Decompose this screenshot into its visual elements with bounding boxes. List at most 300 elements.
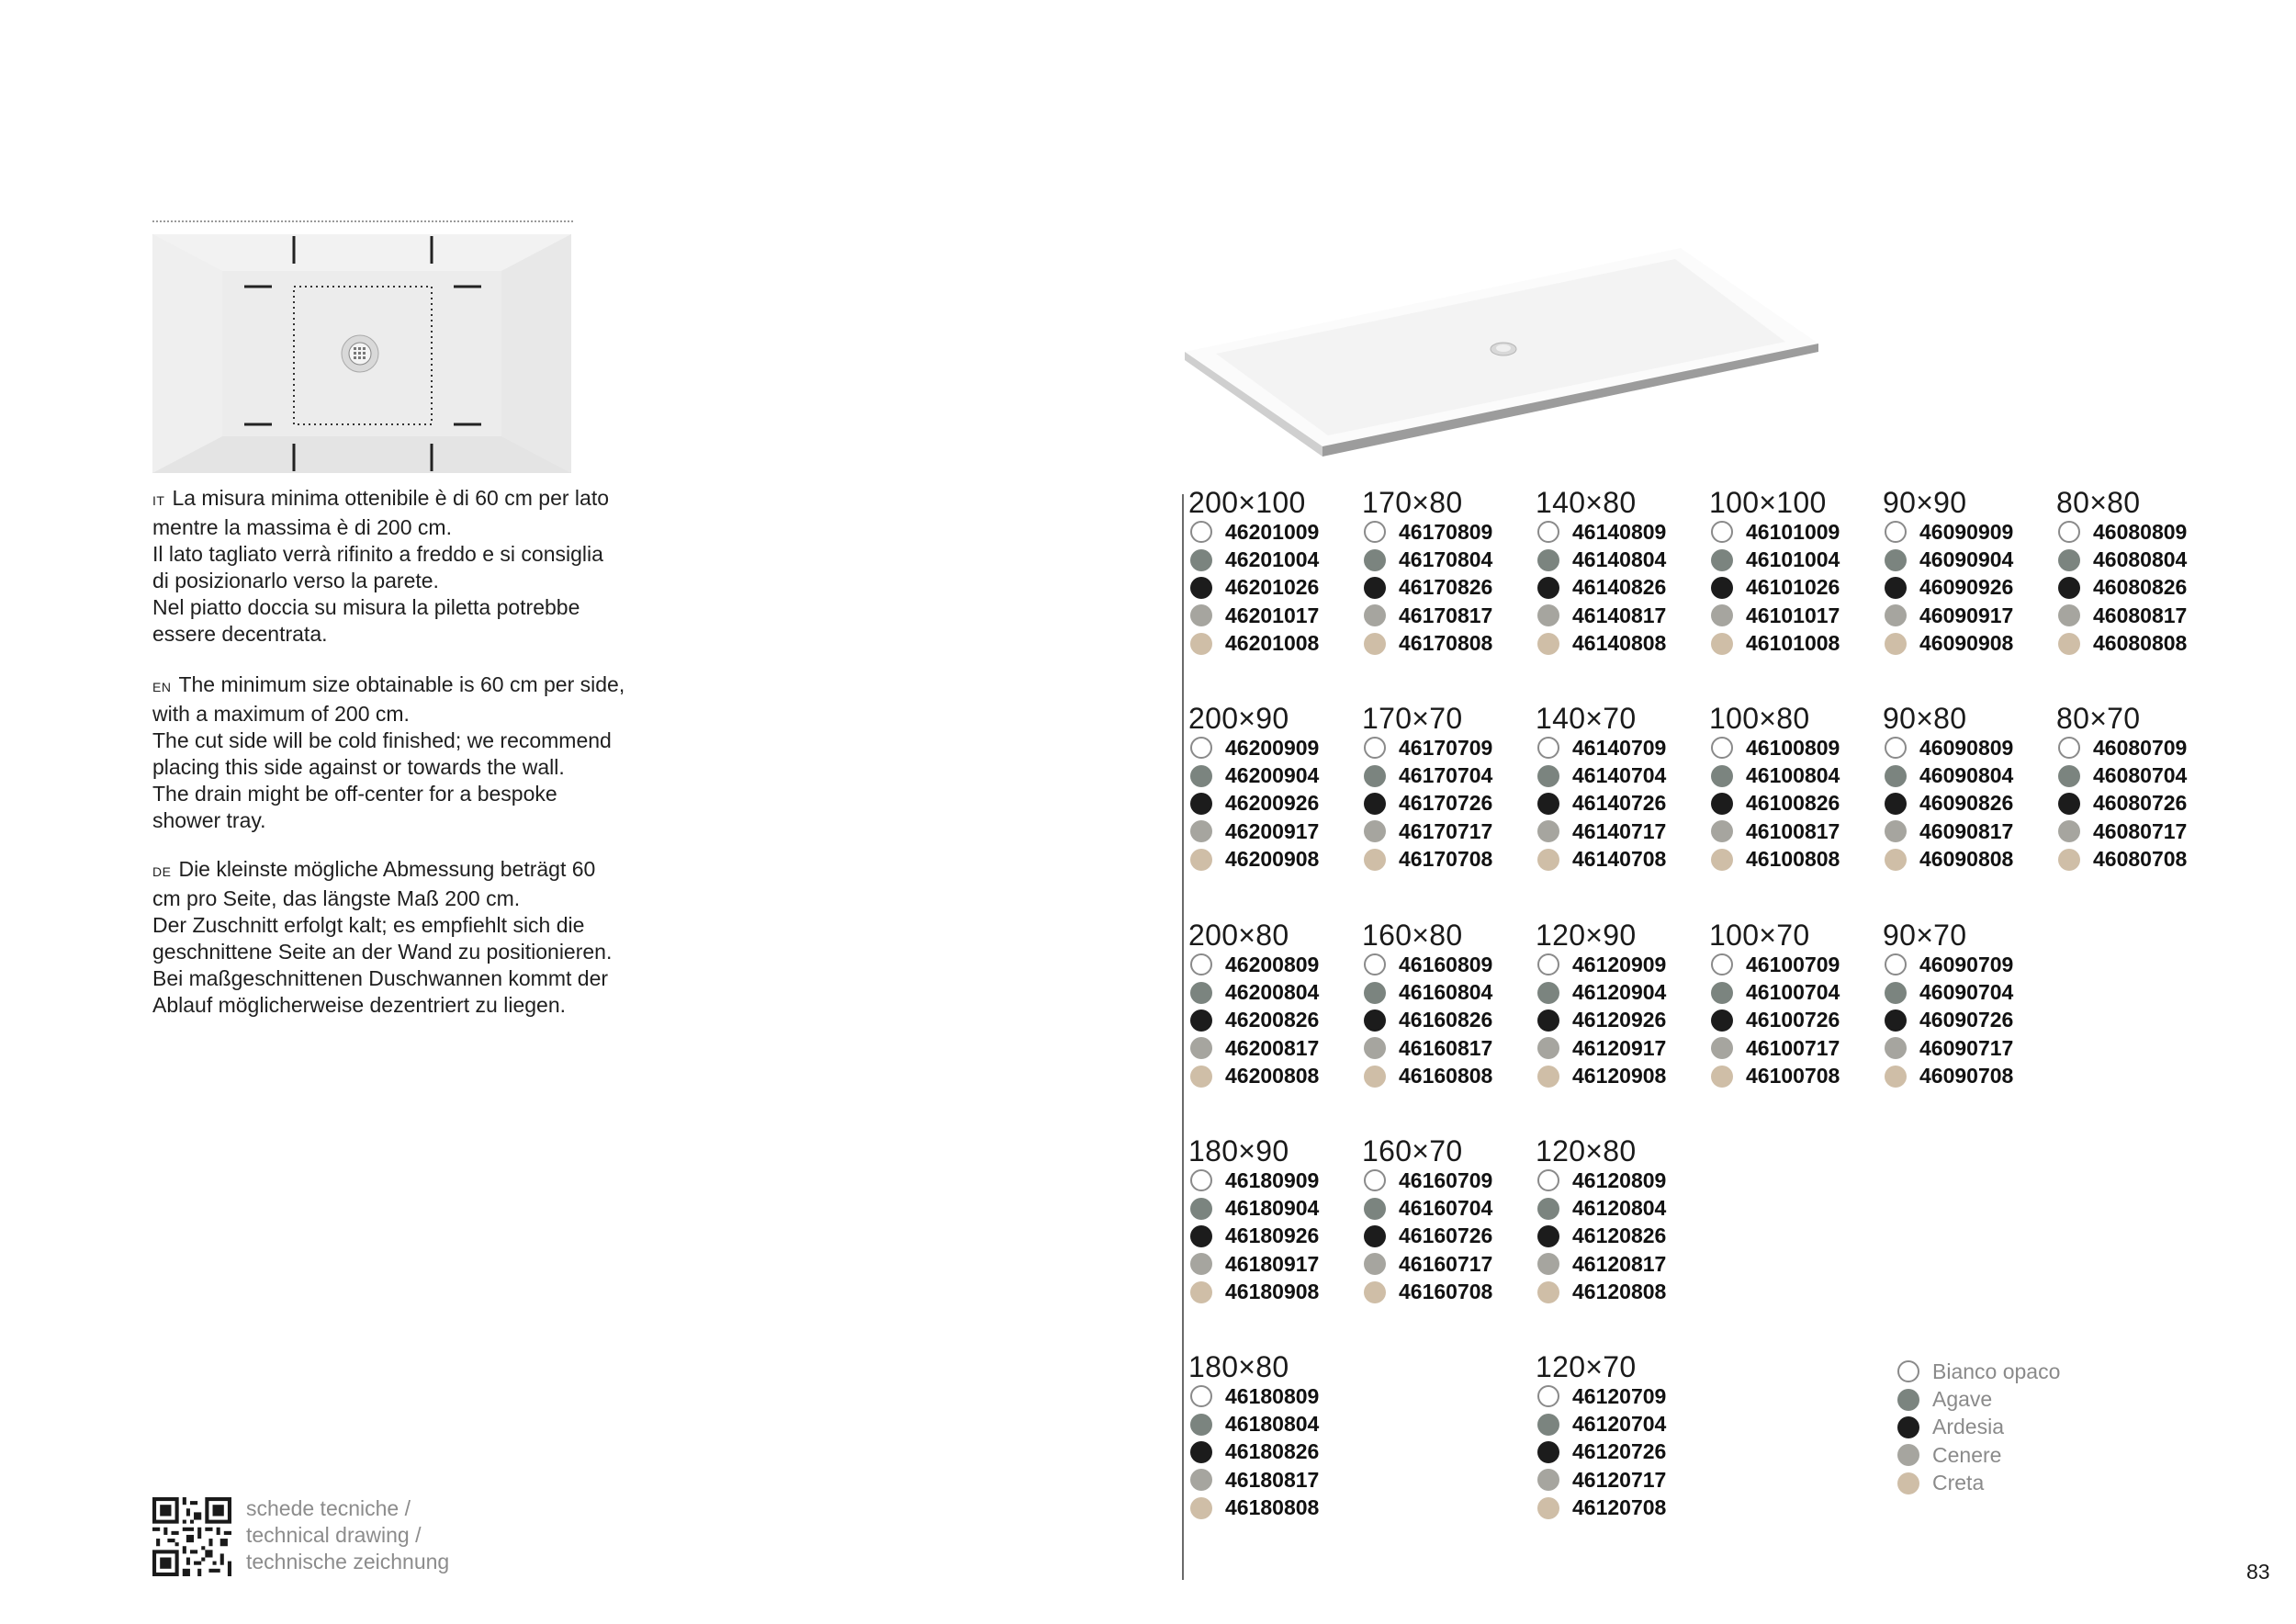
lang-tag-it: IT [152, 493, 165, 508]
product-code: 46101008 [1746, 631, 1840, 656]
product-code: 46180909 [1225, 1167, 1320, 1192]
color-swatch [2058, 633, 2080, 655]
product-code: 46160717 [1399, 1251, 1493, 1276]
color-swatch [1897, 1389, 1919, 1411]
product-code: 46080709 [2093, 735, 2188, 760]
product-code-row [1362, 1223, 1536, 1250]
text-line: mentre la massima è di 200 cm. [152, 515, 452, 539]
product-code-row [1709, 546, 1884, 573]
color-swatch [1537, 1497, 1559, 1519]
product-code-row [1709, 630, 1884, 658]
product-code-row [1188, 546, 1363, 573]
product-code-row [1709, 574, 1884, 602]
color-swatch [1537, 521, 1559, 543]
product-code-row [1536, 951, 1710, 978]
product-code: 46100709 [1746, 952, 1840, 976]
product-code-row [1709, 951, 1884, 978]
size-label: 120×90 [1536, 919, 1637, 952]
color-swatch [1537, 1441, 1559, 1463]
color-swatch [1364, 982, 1386, 1004]
color-swatch [1537, 549, 1559, 571]
size-block [1536, 1351, 1710, 1522]
color-swatch [1711, 577, 1733, 599]
lang-tag-en: EN [152, 680, 172, 694]
product-code-row [1188, 1438, 1363, 1466]
color-swatch [1190, 577, 1212, 599]
product-code: 46140804 [1572, 547, 1667, 572]
size-label: 100×100 [1709, 486, 1827, 519]
product-code: 46140726 [1572, 791, 1667, 816]
size-block [1536, 703, 1710, 874]
legend-label: Agave [1932, 1387, 1993, 1412]
product-code: 46201009 [1225, 519, 1320, 544]
text-line: Nel piatto doccia su misura la piletta potrebbe [152, 595, 580, 619]
product-code: 46140817 [1572, 603, 1667, 627]
legend-item-agave [1896, 1385, 2060, 1413]
size-block [1188, 1135, 1363, 1306]
product-code-row [1536, 790, 1710, 818]
product-code: 46140708 [1572, 847, 1667, 872]
product-code: 46170826 [1399, 575, 1493, 600]
color-swatch [2058, 820, 2080, 842]
product-code: 46100717 [1746, 1035, 1840, 1060]
color-swatch [1537, 737, 1559, 759]
size-block [1883, 487, 2057, 658]
product-code: 46170726 [1399, 791, 1493, 816]
color-swatch [1364, 820, 1386, 842]
color-swatch [1711, 765, 1733, 787]
product-code-row [1883, 734, 2057, 761]
product-code: 46080817 [2093, 603, 2188, 627]
product-code-row [1188, 518, 1363, 546]
product-code: 46101026 [1746, 575, 1840, 600]
product-code: 46170804 [1399, 547, 1493, 572]
legend-item-creta [1896, 1470, 2060, 1497]
product-code: 46090726 [1919, 1008, 2014, 1032]
color-swatch [1537, 1198, 1559, 1220]
color-swatch [1364, 1169, 1386, 1191]
product-code-row [1883, 1007, 2057, 1034]
color-swatch [1364, 1225, 1386, 1247]
color-swatch [1364, 1009, 1386, 1032]
color-swatch [1885, 604, 1907, 626]
product-code-row [1536, 1410, 1710, 1438]
size-block [1883, 703, 2057, 874]
product-code: 46140704 [1572, 763, 1667, 788]
product-code-row [1536, 1494, 1710, 1522]
color-swatch [1885, 1037, 1907, 1059]
product-code-row [1362, 790, 1536, 818]
product-code: 46120809 [1572, 1167, 1667, 1192]
product-code: 46170704 [1399, 763, 1493, 788]
size-block [1188, 919, 1363, 1090]
color-swatch [1190, 982, 1212, 1004]
product-code: 46180926 [1225, 1224, 1320, 1248]
color-swatch [1537, 793, 1559, 815]
product-code-row [1362, 518, 1536, 546]
product-code: 46170809 [1399, 519, 1493, 544]
product-code: 46160804 [1399, 980, 1493, 1005]
color-swatch [1537, 577, 1559, 599]
product-code-row [1883, 761, 2057, 789]
color-swatch [1711, 737, 1733, 759]
color-swatch [1364, 849, 1386, 871]
color-swatch [1711, 521, 1733, 543]
color-swatch [1190, 1009, 1212, 1032]
color-swatch [2058, 765, 2080, 787]
color-swatch [1711, 1066, 1733, 1088]
product-code: 46100809 [1746, 735, 1840, 760]
size-label: 180×90 [1188, 1134, 1289, 1167]
color-swatch [1885, 1009, 1907, 1032]
color-swatch [1897, 1416, 1919, 1438]
color-swatch [1885, 521, 1907, 543]
product-code-row [1883, 1034, 2057, 1062]
qr-caption-line: technical drawing / [246, 1523, 422, 1547]
color-swatch [1885, 849, 1907, 871]
color-swatch [1190, 953, 1212, 976]
product-code: 46100708 [1746, 1064, 1840, 1088]
color-swatch [1190, 604, 1212, 626]
product-code-row [1362, 1194, 1536, 1222]
product-code-row [1188, 630, 1363, 658]
product-code: 46120908 [1572, 1064, 1667, 1088]
color-swatch [1897, 1472, 1919, 1494]
color-swatch [2058, 521, 2080, 543]
text-line: with a maximum of 200 cm. [152, 702, 410, 726]
size-block [1709, 919, 1884, 1090]
product-code-row [1188, 1494, 1363, 1522]
color-swatch [1885, 577, 1907, 599]
product-code: 46120909 [1572, 952, 1667, 976]
color-swatch [1885, 953, 1907, 976]
product-code-row [1883, 978, 2057, 1006]
product-code: 46120726 [1572, 1439, 1667, 1464]
size-label: 140×80 [1536, 486, 1637, 519]
size-label: 80×70 [2056, 702, 2141, 735]
product-code-row [2056, 790, 2231, 818]
color-swatch [2058, 577, 2080, 599]
size-label: 90×70 [1883, 919, 1967, 952]
product-code: 46200804 [1225, 980, 1320, 1005]
product-code-row [1188, 846, 1363, 874]
product-code-row [1883, 818, 2057, 845]
product-code: 46200826 [1225, 1008, 1320, 1032]
size-block [1362, 1135, 1536, 1306]
product-code-row [1188, 1063, 1363, 1090]
color-swatch [1537, 1281, 1559, 1303]
color-swatch [2058, 793, 2080, 815]
color-swatch [1190, 1169, 1212, 1191]
color-swatch [1364, 521, 1386, 543]
product-code-row [1362, 574, 1536, 602]
product-code-row [1362, 1007, 1536, 1034]
product-code-row [1536, 1167, 1710, 1194]
product-code: 46120817 [1572, 1251, 1667, 1276]
product-code: 46080717 [2093, 818, 2188, 843]
product-code: 46160704 [1399, 1196, 1493, 1221]
color-swatch [1711, 982, 1733, 1004]
product-code: 46100804 [1746, 763, 1840, 788]
size-block [2056, 703, 2231, 874]
color-swatch [1190, 633, 1212, 655]
product-code: 46080808 [2093, 631, 2188, 656]
product-code: 46140826 [1572, 575, 1667, 600]
product-code-row [2056, 518, 2231, 546]
color-swatch [1537, 1009, 1559, 1032]
product-code: 46100826 [1746, 791, 1840, 816]
product-code: 46140709 [1572, 735, 1667, 760]
color-swatch [1364, 765, 1386, 787]
color-swatch [1364, 1281, 1386, 1303]
size-block [1362, 919, 1536, 1090]
product-code: 46120709 [1572, 1383, 1667, 1408]
product-code: 46170817 [1399, 603, 1493, 627]
product-code: 46120926 [1572, 1008, 1667, 1032]
text-line: The minimum size obtainable is 60 cm per side, [178, 672, 625, 696]
color-swatch [1885, 765, 1907, 787]
color-swatch [1537, 1169, 1559, 1191]
product-code: 46201017 [1225, 603, 1320, 627]
product-code-row [2056, 574, 2231, 602]
product-code-row [1536, 574, 1710, 602]
product-code-row [1709, 602, 1884, 629]
text-line: The cut side will be cold finished; we recommend [152, 728, 612, 752]
qr-caption-line: schede tecniche / [246, 1496, 411, 1520]
product-code: 46120904 [1572, 980, 1667, 1005]
color-swatch [1537, 604, 1559, 626]
product-code-row [1362, 818, 1536, 845]
product-code-row [2056, 818, 2231, 845]
text-line: geschnittene Seite an der Wand zu positionieren. [152, 940, 613, 964]
color-swatch [1897, 1360, 1919, 1382]
product-code: 46100808 [1746, 847, 1840, 872]
product-code: 46200908 [1225, 847, 1320, 872]
color-swatch [1190, 1441, 1212, 1463]
product-code: 46140717 [1572, 818, 1667, 843]
product-code: 46170709 [1399, 735, 1493, 760]
text-line: essere decentrata. [152, 622, 328, 646]
color-swatch [1537, 982, 1559, 1004]
size-label: 120×80 [1536, 1134, 1637, 1167]
text-line: Il lato tagliato verrà rifinito a freddo e si consiglia [152, 542, 603, 566]
product-code-row [1188, 1250, 1363, 1278]
product-code-row [1709, 761, 1884, 789]
qr-caption-line: technische zeichnung [246, 1550, 450, 1573]
product-code: 46180817 [1225, 1467, 1320, 1492]
product-code-row [1883, 846, 2057, 874]
product-code: 46090708 [1919, 1064, 2014, 1088]
size-label: 80×80 [2056, 486, 2141, 519]
product-code-row [1709, 734, 1884, 761]
product-code: 46120808 [1572, 1280, 1667, 1304]
size-label: 160×70 [1362, 1134, 1463, 1167]
product-code-row [1709, 1007, 1884, 1034]
size-label: 100×70 [1709, 919, 1810, 952]
product-code-row [1362, 978, 1536, 1006]
product-code-row [1362, 1063, 1536, 1090]
product-code-row [1536, 1250, 1710, 1278]
size-label: 90×90 [1883, 486, 1967, 519]
color-swatch [1190, 1385, 1212, 1407]
color-swatch [1190, 1281, 1212, 1303]
product-code: 46200904 [1225, 763, 1320, 788]
product-code: 46200817 [1225, 1035, 1320, 1060]
color-swatch [1190, 1497, 1212, 1519]
product-code-row [1536, 1466, 1710, 1494]
product-code: 46180804 [1225, 1412, 1320, 1437]
product-code-row [2056, 734, 2231, 761]
product-code: 46090709 [1919, 952, 2014, 976]
product-code-row [1709, 1063, 1884, 1090]
legend-label: Bianco opaco [1932, 1359, 2061, 1383]
color-swatch [1537, 1385, 1559, 1407]
product-code-row [1883, 602, 2057, 629]
size-label: 100×80 [1709, 702, 1810, 735]
product-code: 46200909 [1225, 735, 1320, 760]
page-number: 83 [2246, 1560, 2270, 1584]
product-code-row [1188, 734, 1363, 761]
product-code-row [1536, 1007, 1710, 1034]
color-legend [1896, 1358, 2060, 1497]
color-swatch [1711, 953, 1733, 976]
color-swatch [1537, 953, 1559, 976]
product-code: 46170708 [1399, 847, 1493, 872]
text-line: placing this side against or towards the wall. [152, 755, 565, 779]
size-block [1188, 1351, 1363, 1522]
color-swatch [1885, 820, 1907, 842]
text-line: shower tray. [152, 808, 266, 832]
product-code-row [1188, 978, 1363, 1006]
color-swatch [1190, 737, 1212, 759]
product-code-row [1536, 734, 1710, 761]
legend-label: Ardesia [1932, 1415, 2004, 1439]
qr-caption [246, 1495, 449, 1575]
color-swatch [1190, 1469, 1212, 1491]
text-line: Ablauf möglicherweise dezentriert zu liegen. [152, 993, 567, 1017]
size-block [1536, 487, 1710, 658]
color-swatch [1885, 982, 1907, 1004]
size-label: 200×100 [1188, 486, 1306, 519]
size-label: 200×90 [1188, 702, 1289, 735]
product-code-row [1362, 1250, 1536, 1278]
color-swatch [1190, 1414, 1212, 1436]
product-code-row [1362, 734, 1536, 761]
product-code-row [1536, 546, 1710, 573]
product-code-row [1362, 846, 1536, 874]
text-line: The drain might be off-center for a bespoke [152, 782, 557, 806]
product-code-row [1536, 1223, 1710, 1250]
color-swatch [1897, 1444, 1919, 1466]
product-code-row [1709, 846, 1884, 874]
size-label: 160×80 [1362, 919, 1463, 952]
product-code: 46100726 [1746, 1008, 1840, 1032]
product-code: 46080708 [2093, 847, 2188, 872]
product-code-row [2056, 846, 2231, 874]
product-code-row [2056, 602, 2231, 629]
product-code-row [1883, 630, 2057, 658]
product-code: 46120804 [1572, 1196, 1667, 1221]
product-code-row [1536, 518, 1710, 546]
product-code: 46160808 [1399, 1064, 1493, 1088]
product-code-row [1883, 518, 2057, 546]
color-swatch [1885, 1066, 1907, 1088]
product-code: 46180917 [1225, 1251, 1320, 1276]
product-code: 46180809 [1225, 1383, 1320, 1408]
description-it [152, 485, 667, 648]
size-block [1536, 919, 1710, 1090]
color-swatch [1190, 1066, 1212, 1088]
product-code: 46090808 [1919, 847, 2014, 872]
product-code-row [2056, 630, 2231, 658]
product-code-row [1188, 1223, 1363, 1250]
product-code-row [1188, 1007, 1363, 1034]
product-code-row [1536, 1034, 1710, 1062]
product-code-row [1709, 790, 1884, 818]
product-code: 46100704 [1746, 980, 1840, 1005]
color-swatch [1190, 521, 1212, 543]
size-label: 200×80 [1188, 919, 1289, 952]
product-code-row [1536, 1063, 1710, 1090]
product-code: 46140809 [1572, 519, 1667, 544]
product-code: 46100817 [1746, 818, 1840, 843]
qr-code[interactable] [152, 1497, 231, 1576]
product-code-row [1709, 818, 1884, 845]
color-swatch [2058, 604, 2080, 626]
color-swatch [1364, 549, 1386, 571]
product-code: 46120708 [1572, 1495, 1667, 1520]
legend-label: Creta [1932, 1471, 1985, 1495]
product-code: 46090904 [1919, 547, 2014, 572]
size-block [2056, 487, 2231, 658]
product-code: 46200808 [1225, 1064, 1320, 1088]
color-swatch [1711, 633, 1733, 655]
product-code: 46160726 [1399, 1224, 1493, 1248]
color-swatch [1537, 1469, 1559, 1491]
color-swatch [1190, 793, 1212, 815]
product-code: 46090926 [1919, 575, 2014, 600]
size-block [1883, 919, 2057, 1090]
description-en [152, 671, 667, 834]
product-code-row [1362, 761, 1536, 789]
product-code: 46160817 [1399, 1035, 1493, 1060]
product-code-row [1709, 518, 1884, 546]
color-swatch [1190, 1037, 1212, 1059]
color-swatch [1364, 737, 1386, 759]
product-code-row [1362, 630, 1536, 658]
product-code: 46180808 [1225, 1495, 1320, 1520]
product-code-row [1536, 846, 1710, 874]
size-block [1362, 703, 1536, 874]
product-code: 46101004 [1746, 547, 1840, 572]
product-code-row [1883, 790, 2057, 818]
color-swatch [1537, 820, 1559, 842]
color-swatch [2058, 737, 2080, 759]
color-swatch [1885, 549, 1907, 571]
product-code-row [1362, 602, 1536, 629]
product-code: 46170808 [1399, 631, 1493, 656]
color-swatch [1537, 633, 1559, 655]
legend-item-cenere [1896, 1441, 2060, 1469]
product-code: 46080826 [2093, 575, 2188, 600]
product-code: 46200926 [1225, 791, 1320, 816]
product-code-row [1188, 1382, 1363, 1410]
size-label: 170×70 [1362, 702, 1463, 735]
shower-tray-photo [1176, 246, 1837, 485]
color-swatch [1711, 604, 1733, 626]
product-code: 46120704 [1572, 1412, 1667, 1437]
color-swatch [1364, 1253, 1386, 1275]
